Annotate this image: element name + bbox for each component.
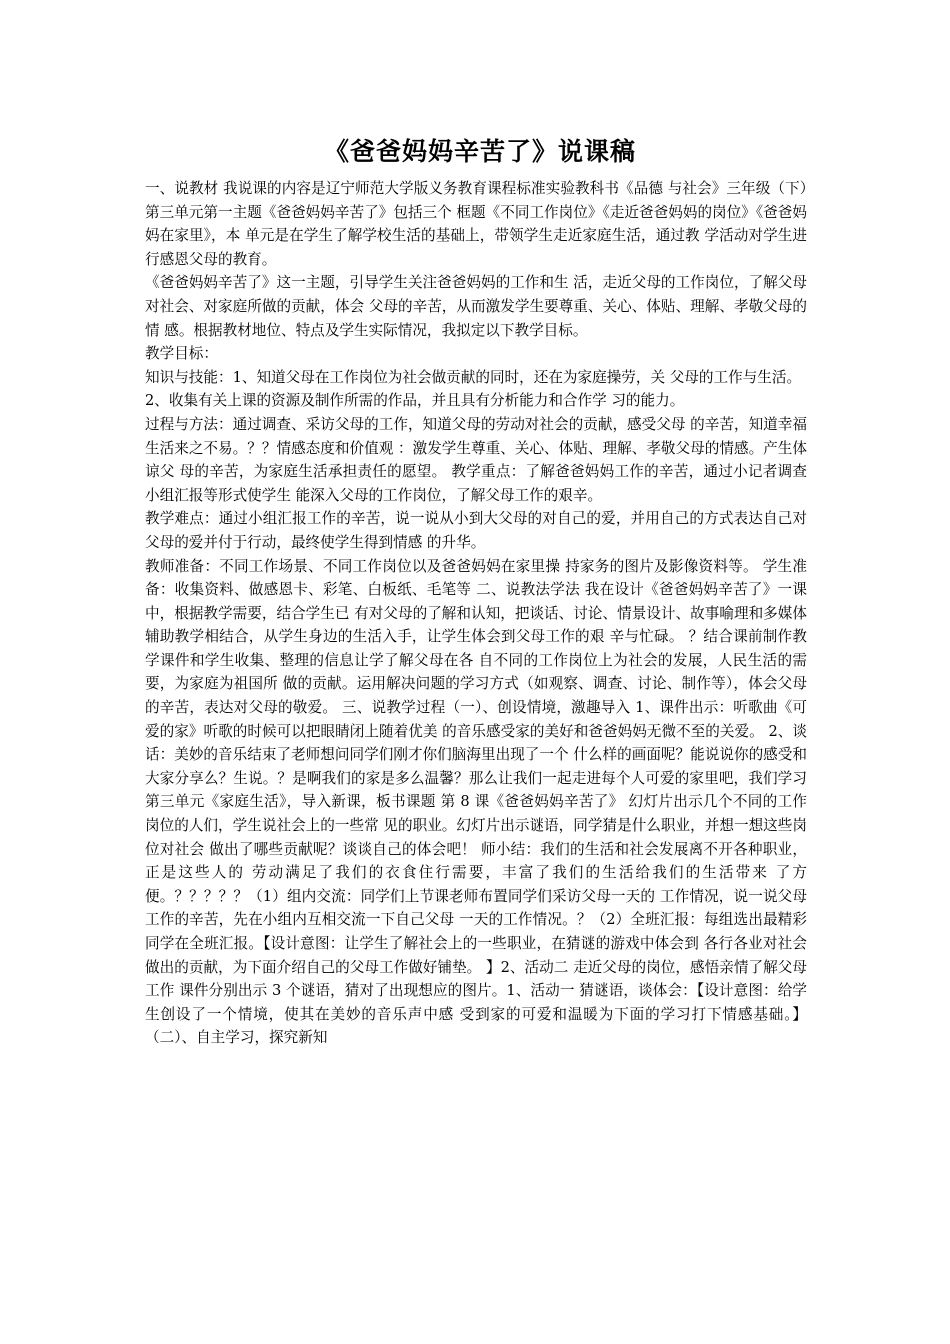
document-title: 《爸爸妈妈辛苦了》说课稿 [323,137,636,166]
paragraph-collect-resources: 2、收集有关上课的资源及制作所需的作品，并且具有分析能力和合作学 习的能力。 [145,392,685,410]
paragraph-preparation-and-process: 教师准备：不同工作场景、不同工作岗位以及爸爸妈妈在家里操 持家务的图片及影像资料等。 学生准备：收集资料、做感恩卡、彩笔、白板纸、毛笔等 二、说教法学法 我在设计《爸爸妈妈辛苦了》一课中，根据教学需要，结合学生已 有对父母的了解和认知，把谈话、讨论、情景设计、故事喻理和多媒体 辅助教学相结合，从学生身边的生活入手，让学生体会到父母工作的艰 辛与忙碌。 ？结合课前制作教学课件和学生收集、整理的信息让学了解父母在各 自不同的工作岗位上为社会的发展，人民生活的需要，为家庭为祖国所 做的贡献。运用解决问题的学习方式（如观察、调查、讨论、制作等），体会父母的辛苦，表达对父母的敬爱。 三、说教学过程（一）、创设情境，激趣导入 1、课件出示：听歌曲《可爱的家》听歌的时候可以把眼睛闭上随着优美 的音乐感受家的美好和爸爸妈妈无微不至的关爱。 2、谈话：美妙的音乐结束了老师想问同学们刚才你们脑海里出现了一个 什么样的画面呢？能说说你的感受和大家分享么？生说。？是啊我们的家是多么温馨？那么让我们一起走进每个人可爱的家里吧，我们学习第三单元《家庭生活》，导入新课，板书课题 第 8 课《爸爸妈妈辛苦了》 幻灯片出示几个不同的工作岗位的人们，学生说社会上的一些常 见的职业。幻灯片出示谜语，同学猜是什么职业，并想一想这些岗位对社会 做出了哪些贡献呢？谈谈自己的体会吧！ 师小结：我们的生活和社会发展离不开各种职业，正是这些人的 劳动满足了我们的衣食住行需要，丰富了我们的生活给我们的生活带来 了方便。？？？？？（1）组内交流：同学们上节课老师布置同学们采访父母一天的 工作情况，说一说父母工作的辛苦，先在小组内互相交流一下自己父母 一天的工作情况。？（2）全班汇报：每组选出最精彩同学在全班汇报。【设计意图：让学生了解社会上的一些职业，在猜谜的游戏中体会到 各行各业对社会做出的贡献，为下面介绍自己的父母工作做好铺垫。 】2、活动二 走近父母的岗位，感悟亲情了解父母工作 课件分别出示 3 个谜语，猜对了出现想应的图片。1、活动一 猜谜语，谈体会：【设计意图：给学生创设了一个情境，使其在美妙的音乐声中感 受到家的可爱和温暖为下面的学习打下情感基础。】（二）、自主学习，探究新知 [145,557,807,1047]
paragraph-theme-intro: 《爸爸妈妈辛苦了》这一主题，引导学生关注爸爸妈妈的工作和生 活，走近父母的工作岗位，了解父母对社会、对家庭所做的贡献，体会 父母的辛苦，从而激发学生要尊重、关心、体贴、理解、孝敬父母的情 感。根据教材地位、特点及学生实际情况，我拟定以下教学目标。 [145,274,807,339]
paragraph-teaching-goals-heading: 教学目标： [145,345,218,363]
document-body [145,177,807,1050]
paragraph-knowledge-skills: 知识与技能：1、知道父母在工作岗位为社会做贡献的同时，还在为家庭操劳，关 父母的工作与生活。 [145,368,802,386]
paragraph-teaching-material: 一、说教材 我说课的内容是辽宁师范大学版义务教育课程标准实验教科书《品德 与社会》三年级（下）第三单元第一主题《爸爸妈妈辛苦了》包括三个 框题《不同工作岗位》《走近爸爸妈妈的岗位》《爸爸妈妈在家里》，本 单元是在学生了解学校生活的基础上，带领学生走近家庭生活，通过教 学活动对学生进行感恩父母的教育。 [145,180,807,268]
paragraph-process-methods: 过程与方法：通过调查、采访父母的工作，知道父母的劳动对社会的贡献，感受父母 的辛苦，知道幸福生活来之不易。？？情感态度和价值观 ：激发学生尊重、关心、体贴、理解、孝敬父母的情感。产生体谅父 母的辛苦，为家庭生活承担责任的愿望。 教学重点：了解爸爸妈妈工作的辛苦，通过小记者调查小组汇报等形式使学生 能深入父母的工作岗位，了解父母工作的艰辛。 [145,415,807,504]
paragraph-teaching-difficulty: 教学难点：通过小组汇报工作的辛苦，说一说从小到大父母的对自己的爱，并用自己的方式表达自己对父母的爱并付于行动，最终使学生得到情感 的升华。 [145,510,807,551]
